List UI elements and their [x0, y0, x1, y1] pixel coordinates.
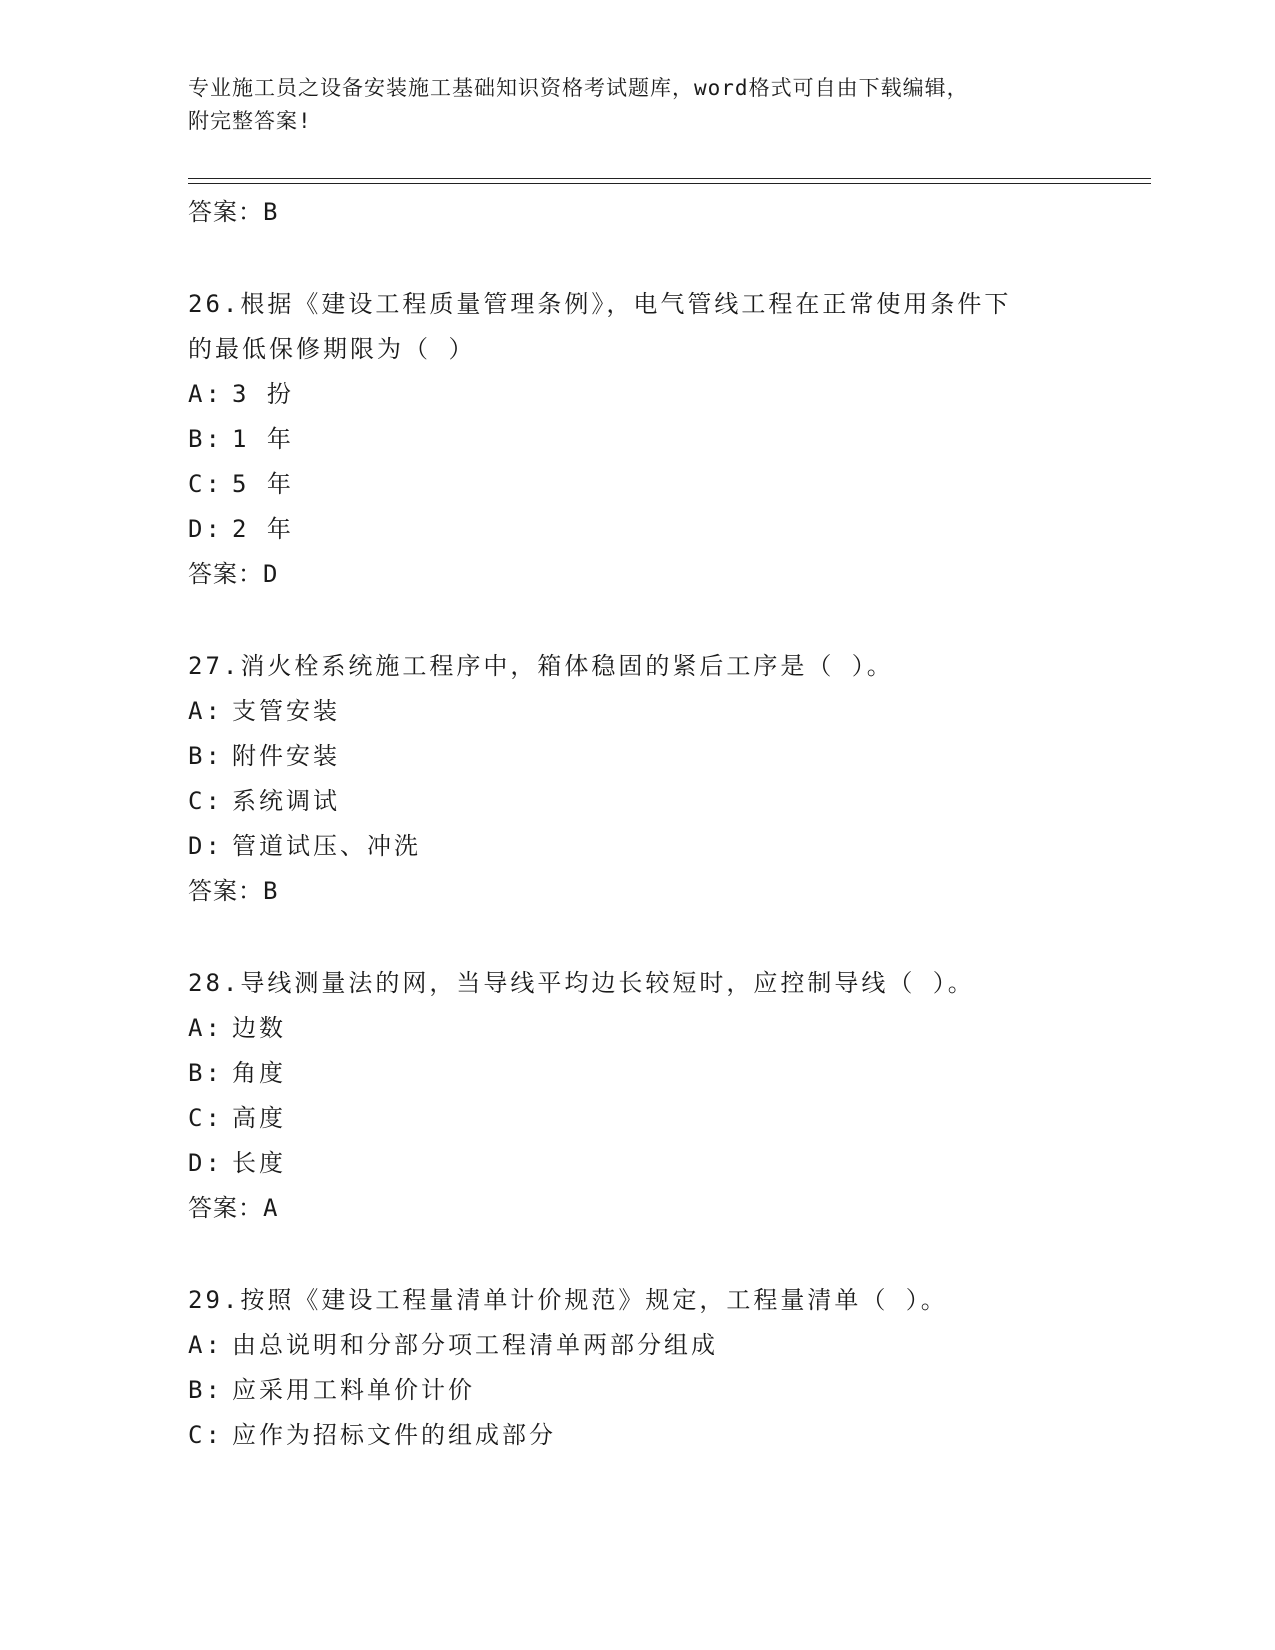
option-row [188, 824, 1148, 869]
option-key: D: [188, 515, 223, 543]
question-spacer [188, 597, 1148, 644]
answer-value: B [263, 198, 279, 226]
option-text: 由总说明和分部分项工程清单两部分组成 [232, 1331, 718, 1359]
option-text: 应采用工料单价计价 [232, 1376, 475, 1404]
option-key: B: [188, 1059, 223, 1087]
question-spacer [188, 235, 1148, 282]
option-row [188, 1096, 1148, 1141]
option-row [188, 1368, 1148, 1413]
answer-value: B [263, 877, 279, 905]
option-row [188, 462, 1148, 507]
option-row [188, 1323, 1148, 1368]
option-key: A: [188, 1331, 223, 1359]
option-text: 支管安装 [232, 697, 340, 725]
option-key: C: [188, 470, 223, 498]
answer-line [188, 552, 1148, 597]
option-key: C: [188, 1104, 223, 1132]
option-text: 边数 [232, 1014, 286, 1042]
option-row [188, 734, 1148, 779]
option-key: C: [188, 787, 223, 815]
question-block [188, 1278, 1148, 1458]
option-key: A: [188, 380, 223, 408]
option-key: C: [188, 1421, 223, 1449]
document-header [188, 72, 1088, 138]
option-row [188, 779, 1148, 824]
option-text: 角度 [232, 1059, 286, 1087]
question-text: 27.消火栓系统施工程序中，箱体稳固的紧后工序是（ ）。 [188, 652, 894, 680]
answer-line [188, 1186, 1148, 1231]
option-text: 系统调试 [232, 787, 340, 815]
answer-label: 答案： [188, 877, 263, 905]
question-text: 29.按照《建设工程量清单计价规范》规定，工程量清单（ ）。 [188, 1286, 948, 1314]
option-row [188, 1006, 1148, 1051]
option-text: 管道试压、冲洗 [232, 832, 421, 860]
question-text: 26.根据《建设工程质量管理条例》，电气管线工程在正常使用条件下 [188, 290, 1012, 318]
question-block [188, 961, 1148, 1231]
answer-label: 答案： [188, 198, 263, 226]
header-line-1: 专业施工员之设备安装施工基础知识资格考试题库，word格式可自由下载编辑， [188, 76, 969, 100]
question-spacer [188, 914, 1148, 961]
question-block [188, 644, 1148, 914]
option-key: B: [188, 742, 223, 770]
header-rule-top [188, 178, 1151, 179]
option-text: 1 年 [232, 425, 294, 453]
option-row [188, 417, 1148, 462]
answer-value: D [263, 560, 279, 588]
option-key: D: [188, 1149, 223, 1177]
option-text: 应作为招标文件的组成部分 [232, 1421, 556, 1449]
header-line-2: 附完整答案! [188, 109, 312, 133]
option-text: 3 扮 [232, 380, 294, 408]
answer-line [188, 190, 1148, 235]
answer-line [188, 869, 1148, 914]
answer-label: 答案： [188, 560, 263, 588]
question-text: 的最低保修期限为（ ） [188, 335, 476, 363]
option-row [188, 689, 1148, 734]
option-key: A: [188, 1014, 223, 1042]
header-rule-bottom [188, 183, 1151, 184]
option-row [188, 372, 1148, 417]
answer-value: A [263, 1194, 279, 1222]
answer-label: 答案： [188, 1194, 263, 1222]
option-row [188, 1141, 1148, 1186]
option-text: 2 年 [232, 515, 294, 543]
option-row [188, 1413, 1148, 1458]
question-list [188, 190, 1148, 1458]
question-spacer [188, 1231, 1148, 1278]
option-key: B: [188, 425, 223, 453]
option-row [188, 1051, 1148, 1096]
option-row [188, 507, 1148, 552]
option-key: A: [188, 697, 223, 725]
option-key: B: [188, 1376, 223, 1404]
option-text: 高度 [232, 1104, 286, 1132]
option-text: 5 年 [232, 470, 294, 498]
question-block [188, 282, 1148, 597]
question-text: 28.导线测量法的网，当导线平均边长较短时，应控制导线（ ）。 [188, 969, 975, 997]
option-key: D: [188, 832, 223, 860]
option-text: 附件安装 [232, 742, 340, 770]
option-text: 长度 [232, 1149, 286, 1177]
